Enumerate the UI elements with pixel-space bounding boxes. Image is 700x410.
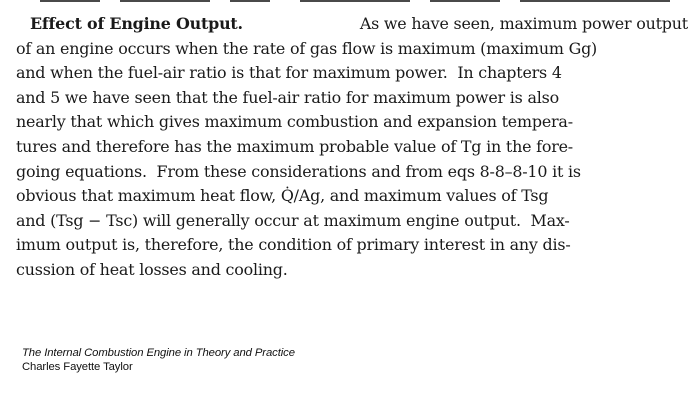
text-line [16,209,688,234]
text-passage [16,12,688,283]
text-line [16,184,688,209]
text-line [16,12,688,37]
text-line [16,110,688,135]
text-line [16,37,688,62]
line-text: and (Tsg − Tsc) will generally occur at maximum engine output. Max- [16,210,570,230]
cropped-previous-line [0,0,700,4]
line-text: obvious that maximum heat flow, Q̇/Ag, and maximum values of Tsg [16,186,549,206]
line-text: tures and therefore has the maximum probable value of Tg in the fore- [16,136,573,156]
text-line [16,86,688,111]
line-text: and when the fuel-air ratio is that for maximum power. In chapters 4 [16,63,562,83]
text-line [16,233,688,258]
text-line [16,135,688,160]
text-line [16,160,688,185]
line-text: and 5 we have seen that the fuel-air ratio for maximum power is also [16,87,559,107]
section-heading: Effect of Engine Output. [30,14,243,33]
line-text: going equations. From these considerations and from eqs 8-8–8-10 it is [16,161,581,181]
book-title: The Internal Combustion Engine in Theory and Practice [22,347,295,359]
line-text: cussion of heat losses and cooling. [16,259,288,279]
line-text: nearly that which gives maximum combustion and expansion tempera- [16,112,573,132]
author-name: Charles Fayette Taylor [22,361,133,373]
line-text: imum output is, therefore, the condition of primary interest in any dis- [16,235,571,255]
text-line [16,258,688,283]
line-text: of an engine occurs when the rate of gas flow is maximum (maximum Gg) [16,38,598,58]
text-line [16,61,688,86]
source-caption [22,346,295,374]
line-text: As we have seen, maximum power output [359,14,688,33]
